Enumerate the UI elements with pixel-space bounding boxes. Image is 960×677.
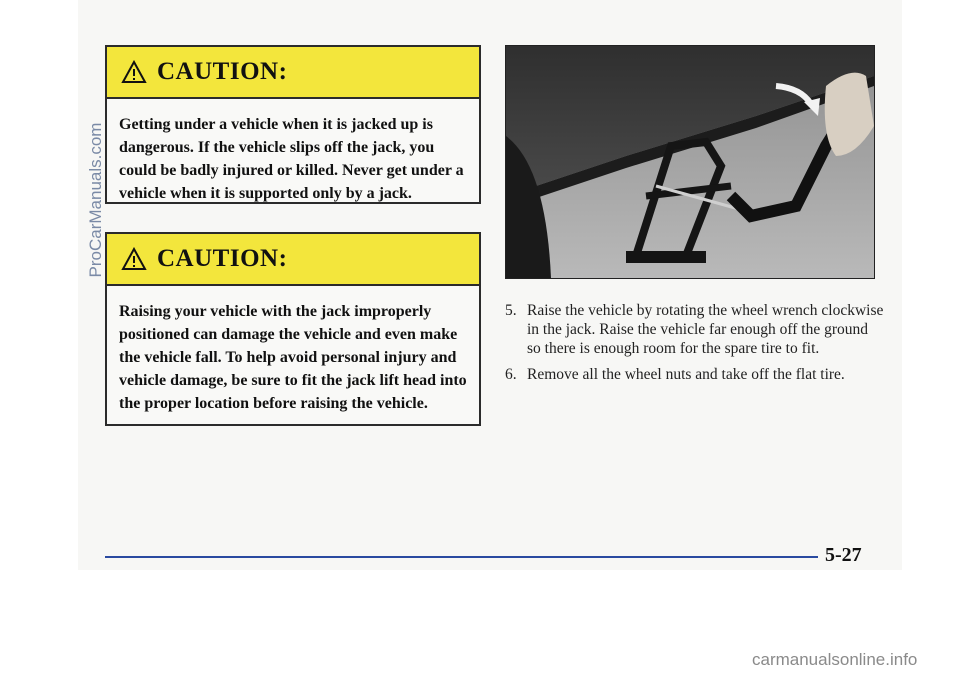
warning-triangle-icon [121, 60, 147, 84]
caution-header [107, 47, 479, 99]
caution-text: Getting under a vehicle when it is jacked up is dangerous. If the vehicle slips off the jack, you could be badly injured or killed. Never get under a vehicle when it is supported only by a jack. [119, 116, 464, 202]
step-item [505, 365, 885, 384]
caution-heading: CAUTION: [157, 58, 288, 85]
side-watermark: ProCarManuals.com [86, 122, 105, 278]
page-number: 5-27 [825, 544, 862, 566]
instruction-steps [505, 301, 885, 391]
step-item [505, 301, 885, 358]
caution-text: Raising your vehicle with the jack improperly positioned can damage the vehicle and even make the vehicle fall. To help avoid personal injury and vehicle damage, be sure to fit the jack lift head into the proper location before raising the vehicle. [119, 303, 467, 412]
footer-site-watermark: carmanualsonline.info [752, 650, 918, 669]
footer-rule [105, 556, 818, 558]
caution-heading: CAUTION: [157, 245, 288, 272]
step-text: Raise the vehicle by rotating the wheel wrench clockwise in the jack. Raise the vehicle far enough off the ground so there is enough room for the spare tire to fit. [527, 302, 884, 357]
warning-triangle-icon [121, 247, 147, 271]
caution-box-jack-position [105, 232, 481, 426]
jack-photo [505, 45, 875, 279]
step-number: 5. [505, 302, 517, 319]
caution-header [107, 234, 479, 286]
step-text: Remove all the wheel nuts and take off the flat tire. [527, 366, 845, 383]
caution-box-jacked-vehicle [105, 45, 481, 204]
step-number: 6. [505, 366, 517, 383]
